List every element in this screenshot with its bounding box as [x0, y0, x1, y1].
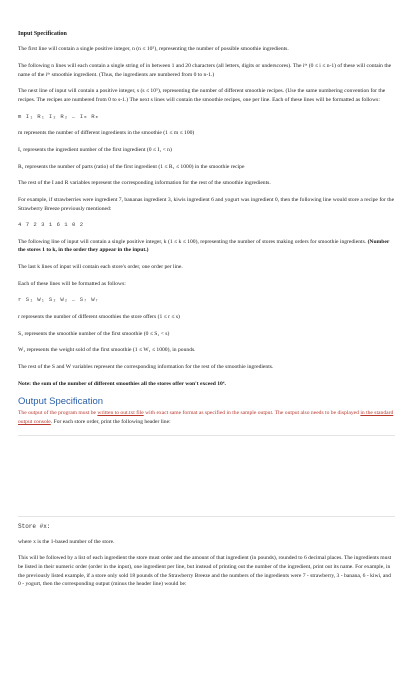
- paragraph: W₁ represents the weight sold of the first smoothie (1 ≤ W₁ ≤ 1000), in pounds.: [18, 347, 196, 354]
- recipe-example-line: 4 7 2 3 1 6 1 0 2: [18, 221, 84, 229]
- paragraph-text: The following line of input will contain a single positive integer, k (1 ≤ k ≤ 100), representing the number of stores making orders for smoothie ingredients.: [18, 238, 367, 245]
- blank-area: [18, 435, 395, 517]
- paragraph: where x is the 1-based number of the store.: [18, 538, 115, 545]
- out-file-link[interactable]: written to out.txt file: [97, 410, 144, 417]
- console-link[interactable]: in the standard output console: [18, 410, 394, 426]
- order-format-line: r S₁ W₁ S₂ W₂ … Sᵣ Wᵣ: [18, 296, 99, 304]
- paragraph: [18, 409, 395, 426]
- text: The output of the program must be: [18, 410, 96, 417]
- text: with exact same format as specified in the sample output. The output also needs to be displayed: [145, 410, 359, 417]
- paragraph: The rest of the S and W variables represent the corresponding information for the rest of the smoothie ingredients.: [18, 364, 274, 371]
- paragraph: S₁ represents the smoothie number of the first smoothie (0 ≤ S₁ < s): [18, 330, 170, 337]
- paragraph: The rest of the I and R variables represent the corresponding information for the rest of the smoothie ingredients.: [18, 180, 271, 187]
- paragraph-bold-text: (Number the stores 1 to k, in the order they appear in the input.): [18, 238, 390, 254]
- paragraph: The last k lines of input will contain each store's order, one order per line.: [18, 264, 183, 271]
- paragraph: For example, if strawberries were ingredient 7, bananas ingredient 3, kiwis ingredient 6 and yogurt was ingredient 0, then the following line would store a recipe for the Strawberry Breeze previously mentioned:: [18, 196, 395, 212]
- input-spec-heading: Input Specification: [18, 31, 67, 37]
- paragraph: [18, 238, 395, 255]
- text: . For each store order, print the following header line:: [50, 419, 171, 426]
- paragraph: The next line of input will contain a positive integer, s (s ≤ 10⁵), representing the number of different smoothie recipes. (Use the same numbering convention for the recipes. The recipes are numbered from 0 to s-1.) The next s lines will contain the smoothie recipes, one per line. Each of these lines will be formatted as follows:: [18, 88, 386, 103]
- output-spec-heading: Output Specification: [18, 396, 104, 408]
- paragraph: R₁ represents the number of parts (ratio) of the first ingredient (1 ≤ R₁ ≤ 1000) in the smoothie recipe: [18, 163, 245, 170]
- paragraph: The following n lines will each contain a single string of in between 1 and 20 characters (all letters, digits or underscores). The iᵗʰ (0 ≤ i ≤ n-1) of these will contain the name of the iᵗʰ smoothie ingredient. (Thus, the ingredients are numbered from 0 to n-1.): [18, 62, 392, 78]
- paragraph: m represents the number of different ingredients in the smoothie (1 ≤ m ≤ 100): [18, 130, 195, 137]
- paragraph: Each of these lines will be formatted as follows:: [18, 280, 126, 287]
- recipe-format-line: m I₁ R₁ I₂ R₂ … Iₘ Rₘ: [18, 112, 100, 120]
- paragraph: I₁ represents the ingredient number of the first ingredient (0 ≤ I₁ < n): [18, 146, 172, 153]
- paragraph: This will be followed by a list of each ingredient the store must order and the amount of that ingredient (in pounds), rounded to 6 decimal places. The ingredients must be listed in their numeric order (order in the input), one ingredient per line, but instead of printing out the number of the ingredient, print out its name. For example, in the previously listed example, if a store only sold 18 pounds of the Strawberry Breeze and the numbers of the ingredients were 7 - strawberry, 3 - banana, 6 - kiwi, and 0 - yogurt, then the corresponding output (minus the header line) would be:: [18, 555, 392, 588]
- paragraph: r represents the number of different smoothies the store offers (1 ≤ r ≤ s): [18, 314, 180, 321]
- note: Note: the sum of the number of different smoothies all the stores offer won't exceed 10⁴.: [18, 380, 226, 387]
- store-header-line: Store #x:: [18, 522, 51, 530]
- paragraph: The first line will contain a single positive integer, n (n ≤ 10⁵), representing the number of possible smoothie ingredients.: [18, 46, 289, 53]
